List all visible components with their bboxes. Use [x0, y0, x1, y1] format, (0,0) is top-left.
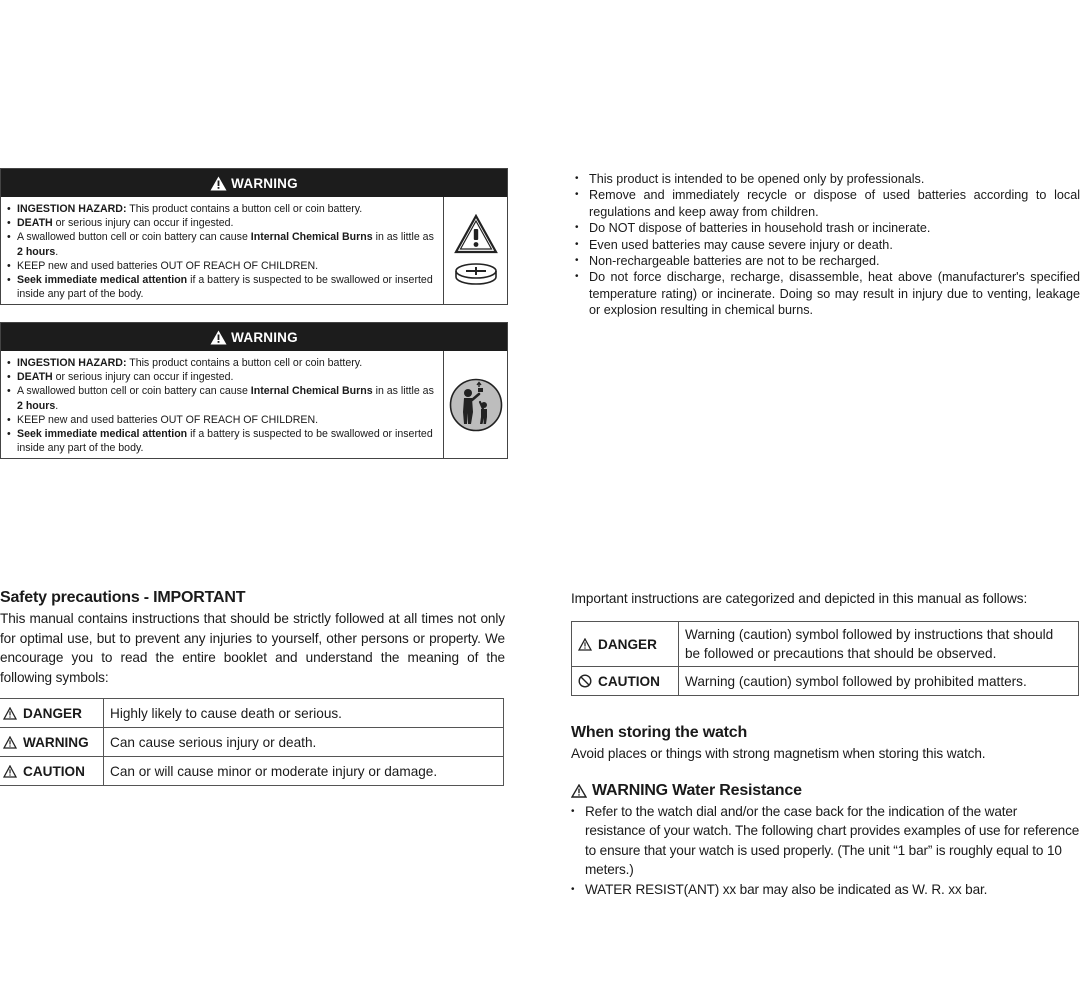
warning-triangle-icon [210, 330, 227, 345]
list-item: • Seek immediate medical attention if a battery is suspected to be swallowed or inserted inside any part of the body. [7, 273, 439, 301]
water-resistance-heading [571, 782, 802, 800]
symbol-label: WARNING [23, 734, 89, 750]
warning-triangle-icon [454, 214, 498, 254]
instruction-label: CAUTION [598, 673, 660, 689]
warning-list [7, 356, 439, 455]
symbol-desc: Can cause serious injury or death. [104, 728, 504, 757]
list-item: • Do not force discharge, recharge, disassemble, heat above (manufacturer's specified temperature rating) or incinerate. Doing so may result in injury due to venting, leakage or explosion resulting in chemical burns. [575, 269, 1080, 318]
table-row [0, 728, 504, 757]
list-item: • Refer to the watch dial and/or the case back for the indication of the water resistance of your watch. The following chart provides examples of use for reference to ensure that your watch is used properly. (The unit “1 bar” is roughly equal to 10 meters.) [571, 802, 1080, 880]
battery-warning-box-2 [0, 322, 508, 459]
list-item: • DEATH or serious injury can occur if ingested. [7, 370, 439, 384]
table-row [572, 667, 1079, 696]
list-item: • Remove and immediately recycle or dispose of used batteries according to local regulations and keep away from children. [575, 187, 1080, 220]
instruction-desc: Warning (caution) symbol followed by prohibited matters. [679, 667, 1079, 696]
warning-triangle-icon [210, 176, 227, 191]
list-item: • Even used batteries may cause severe injury or death. [575, 237, 1080, 253]
list-item: • DEATH or serious injury can occur if ingested. [7, 216, 439, 230]
warning-header-label: WARNING [231, 175, 298, 191]
safety-intro: This manual contains instructions that should be strictly followed at all times not only for optimal use, but to prevent any injuries to yourself, other persons or property. We encourage you to read the entire booklet and understand the meaning of the following symbols: [0, 611, 505, 685]
warning-triangle-icon [3, 765, 17, 778]
water-resistance-list [571, 802, 1080, 899]
list-item: • INGESTION HAZARD: This product contains a button cell or coin battery. [7, 202, 439, 216]
instruction-desc: Warning (caution) symbol followed by instructions that should be followed or precautions that should be observed. [679, 622, 1079, 667]
list-item: • A swallowed button cell or coin battery can cause Internal Chemical Burns in as little as 2 hours. [7, 384, 439, 412]
instructions-table [571, 621, 1079, 696]
list-item: • Non-rechargeable batteries are not to be recharged. [575, 253, 1080, 269]
coin-battery-icon [454, 262, 498, 288]
warning-header [1, 169, 507, 197]
symbols-table [0, 698, 504, 786]
warning-header-label: WARNING [231, 329, 298, 345]
safety-title: Safety precautions - IMPORTANT [0, 589, 246, 606]
instructions-intro: Important instructions are categorized and depicted in this manual as follows: [571, 591, 1028, 606]
prohibited-icon [578, 674, 592, 688]
list-item: • A swallowed button cell or coin battery can cause Internal Chemical Burns in as little as 2 hours. [7, 230, 439, 258]
list-item: • Do NOT dispose of batteries in household trash or incinerate. [575, 220, 1080, 236]
list-item: • INGESTION HAZARD: This product contains a button cell or coin battery. [7, 356, 439, 370]
table-row [0, 757, 504, 786]
list-item: • KEEP new and used batteries OUT OF REACH OF CHILDREN. [7, 259, 439, 273]
warning-triangle-icon [578, 638, 592, 651]
table-row [0, 699, 504, 728]
warning-triangle-icon [3, 707, 17, 720]
storing-text: Avoid places or things with strong magnetism when storing this watch. [571, 746, 986, 761]
storing-title: When storing the watch [571, 724, 748, 741]
symbol-label: CAUTION [23, 763, 85, 779]
battery-disposal-list [575, 171, 1080, 319]
list-item: • This product is intended to be opened only by professionals. [575, 171, 1080, 187]
symbol-label: DANGER [23, 705, 82, 721]
warning-list [7, 202, 439, 301]
table-row [572, 622, 1079, 667]
warning-header [1, 323, 507, 351]
warning-triangle-icon [3, 736, 17, 749]
instruction-label: DANGER [598, 636, 657, 652]
symbol-desc: Highly likely to cause death or serious. [104, 699, 504, 728]
water-resistance-title: WARNING Water Resistance [592, 782, 802, 799]
symbol-desc: Can or will cause minor or moderate injury or damage. [104, 757, 504, 786]
battery-warning-box-1 [0, 168, 508, 305]
battery-disposal-section [575, 171, 1080, 319]
warning-triangle-icon [571, 784, 587, 798]
keep-away-from-children-icon [449, 378, 503, 432]
list-item: • KEEP new and used batteries OUT OF REACH OF CHILDREN. [7, 413, 439, 427]
list-item: • Seek immediate medical attention if a battery is suspected to be swallowed or inserted inside any part of the body. [7, 427, 439, 455]
list-item: • WATER RESIST(ANT) xx bar may also be indicated as W. R. xx bar. [571, 880, 1080, 899]
